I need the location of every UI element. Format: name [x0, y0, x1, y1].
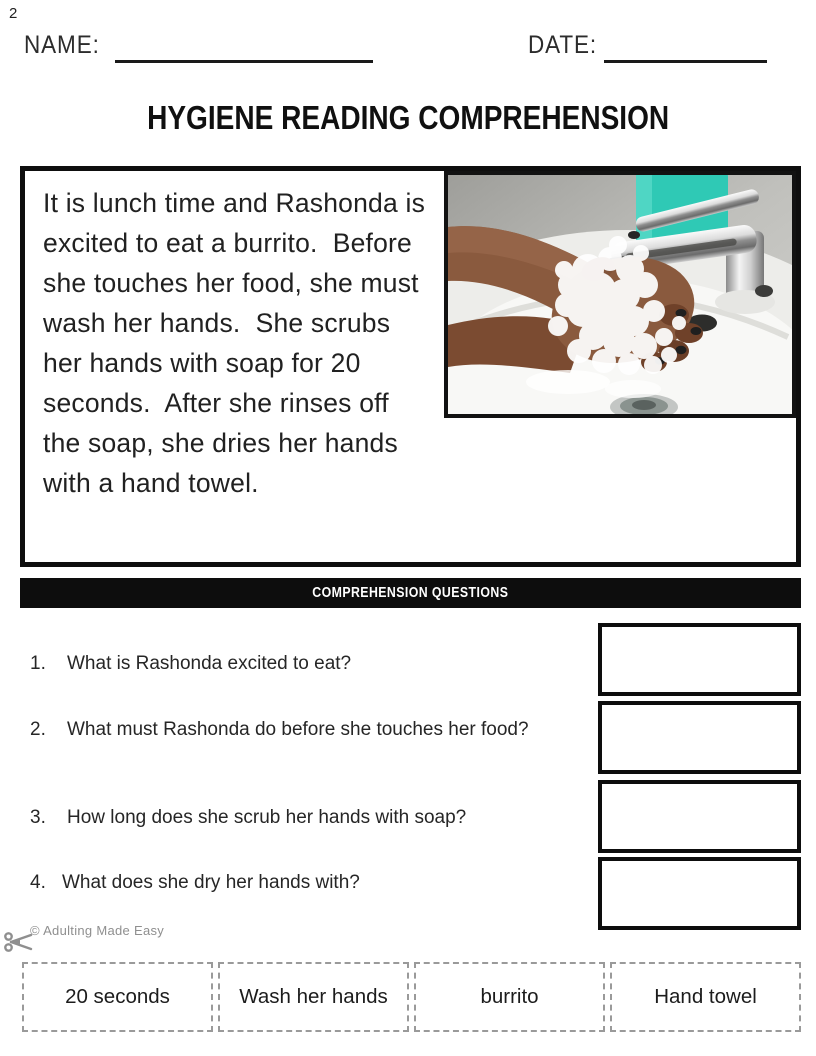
question-2 — [30, 718, 529, 742]
word-bank-card-4[interactable] — [610, 962, 801, 1032]
word-bank-card-label: Hand towel — [654, 984, 757, 1008]
page-title: HYGIENE READING COMPREHENSION — [146, 99, 670, 136]
word-bank-card-label: 20 seconds — [65, 984, 170, 1008]
answer-box-1[interactable] — [598, 623, 801, 696]
word-bank-card-2[interactable] — [218, 962, 409, 1032]
question-3 — [30, 806, 466, 830]
question-4-number: 4. — [30, 872, 46, 893]
date-underline[interactable] — [604, 60, 767, 63]
word-bank-card-label: burrito — [480, 984, 539, 1008]
answer-box-3[interactable] — [598, 780, 801, 853]
word-bank — [22, 962, 801, 1032]
question-2-number: 2. — [30, 719, 46, 740]
passage-text: It is lunch time and Rashonda is excited to eat a burrito. Before she touches her food, she must wash her hands. She scrubs her hands with soap for 20 seconds. After she rinses off the soap, she dries her hands with a hand towel. — [43, 188, 433, 498]
question-4 — [30, 871, 360, 895]
question-2-text: What must Rashonda do before she touches her food? — [67, 719, 529, 740]
page-number: 2 — [9, 5, 18, 22]
word-bank-card-label: Wash her hands — [239, 984, 388, 1008]
question-3-text: How long does she scrub her hands with soap? — [67, 807, 467, 828]
question-1-number: 1. — [30, 653, 46, 674]
questions-header-bar — [20, 578, 801, 608]
question-3-number: 3. — [30, 807, 46, 828]
answer-box-2[interactable] — [598, 701, 801, 774]
copyright-text: © Adulting Made Easy — [30, 923, 165, 938]
name-label: NAME: — [24, 31, 100, 59]
question-4-text: What does she dry her hands with? — [62, 872, 360, 893]
word-bank-card-3[interactable] — [414, 962, 605, 1032]
handwashing-photo — [444, 171, 796, 418]
word-bank-card-1[interactable] — [22, 962, 213, 1032]
question-1 — [30, 652, 351, 676]
passage-box — [20, 166, 801, 567]
question-1-text: What is Rashonda excited to eat? — [67, 653, 352, 674]
name-underline[interactable] — [115, 60, 373, 63]
questions-header-label: COMPREHENSION QUESTIONS — [312, 585, 509, 601]
date-label: DATE: — [528, 31, 598, 59]
answer-box-4[interactable] — [598, 857, 801, 930]
